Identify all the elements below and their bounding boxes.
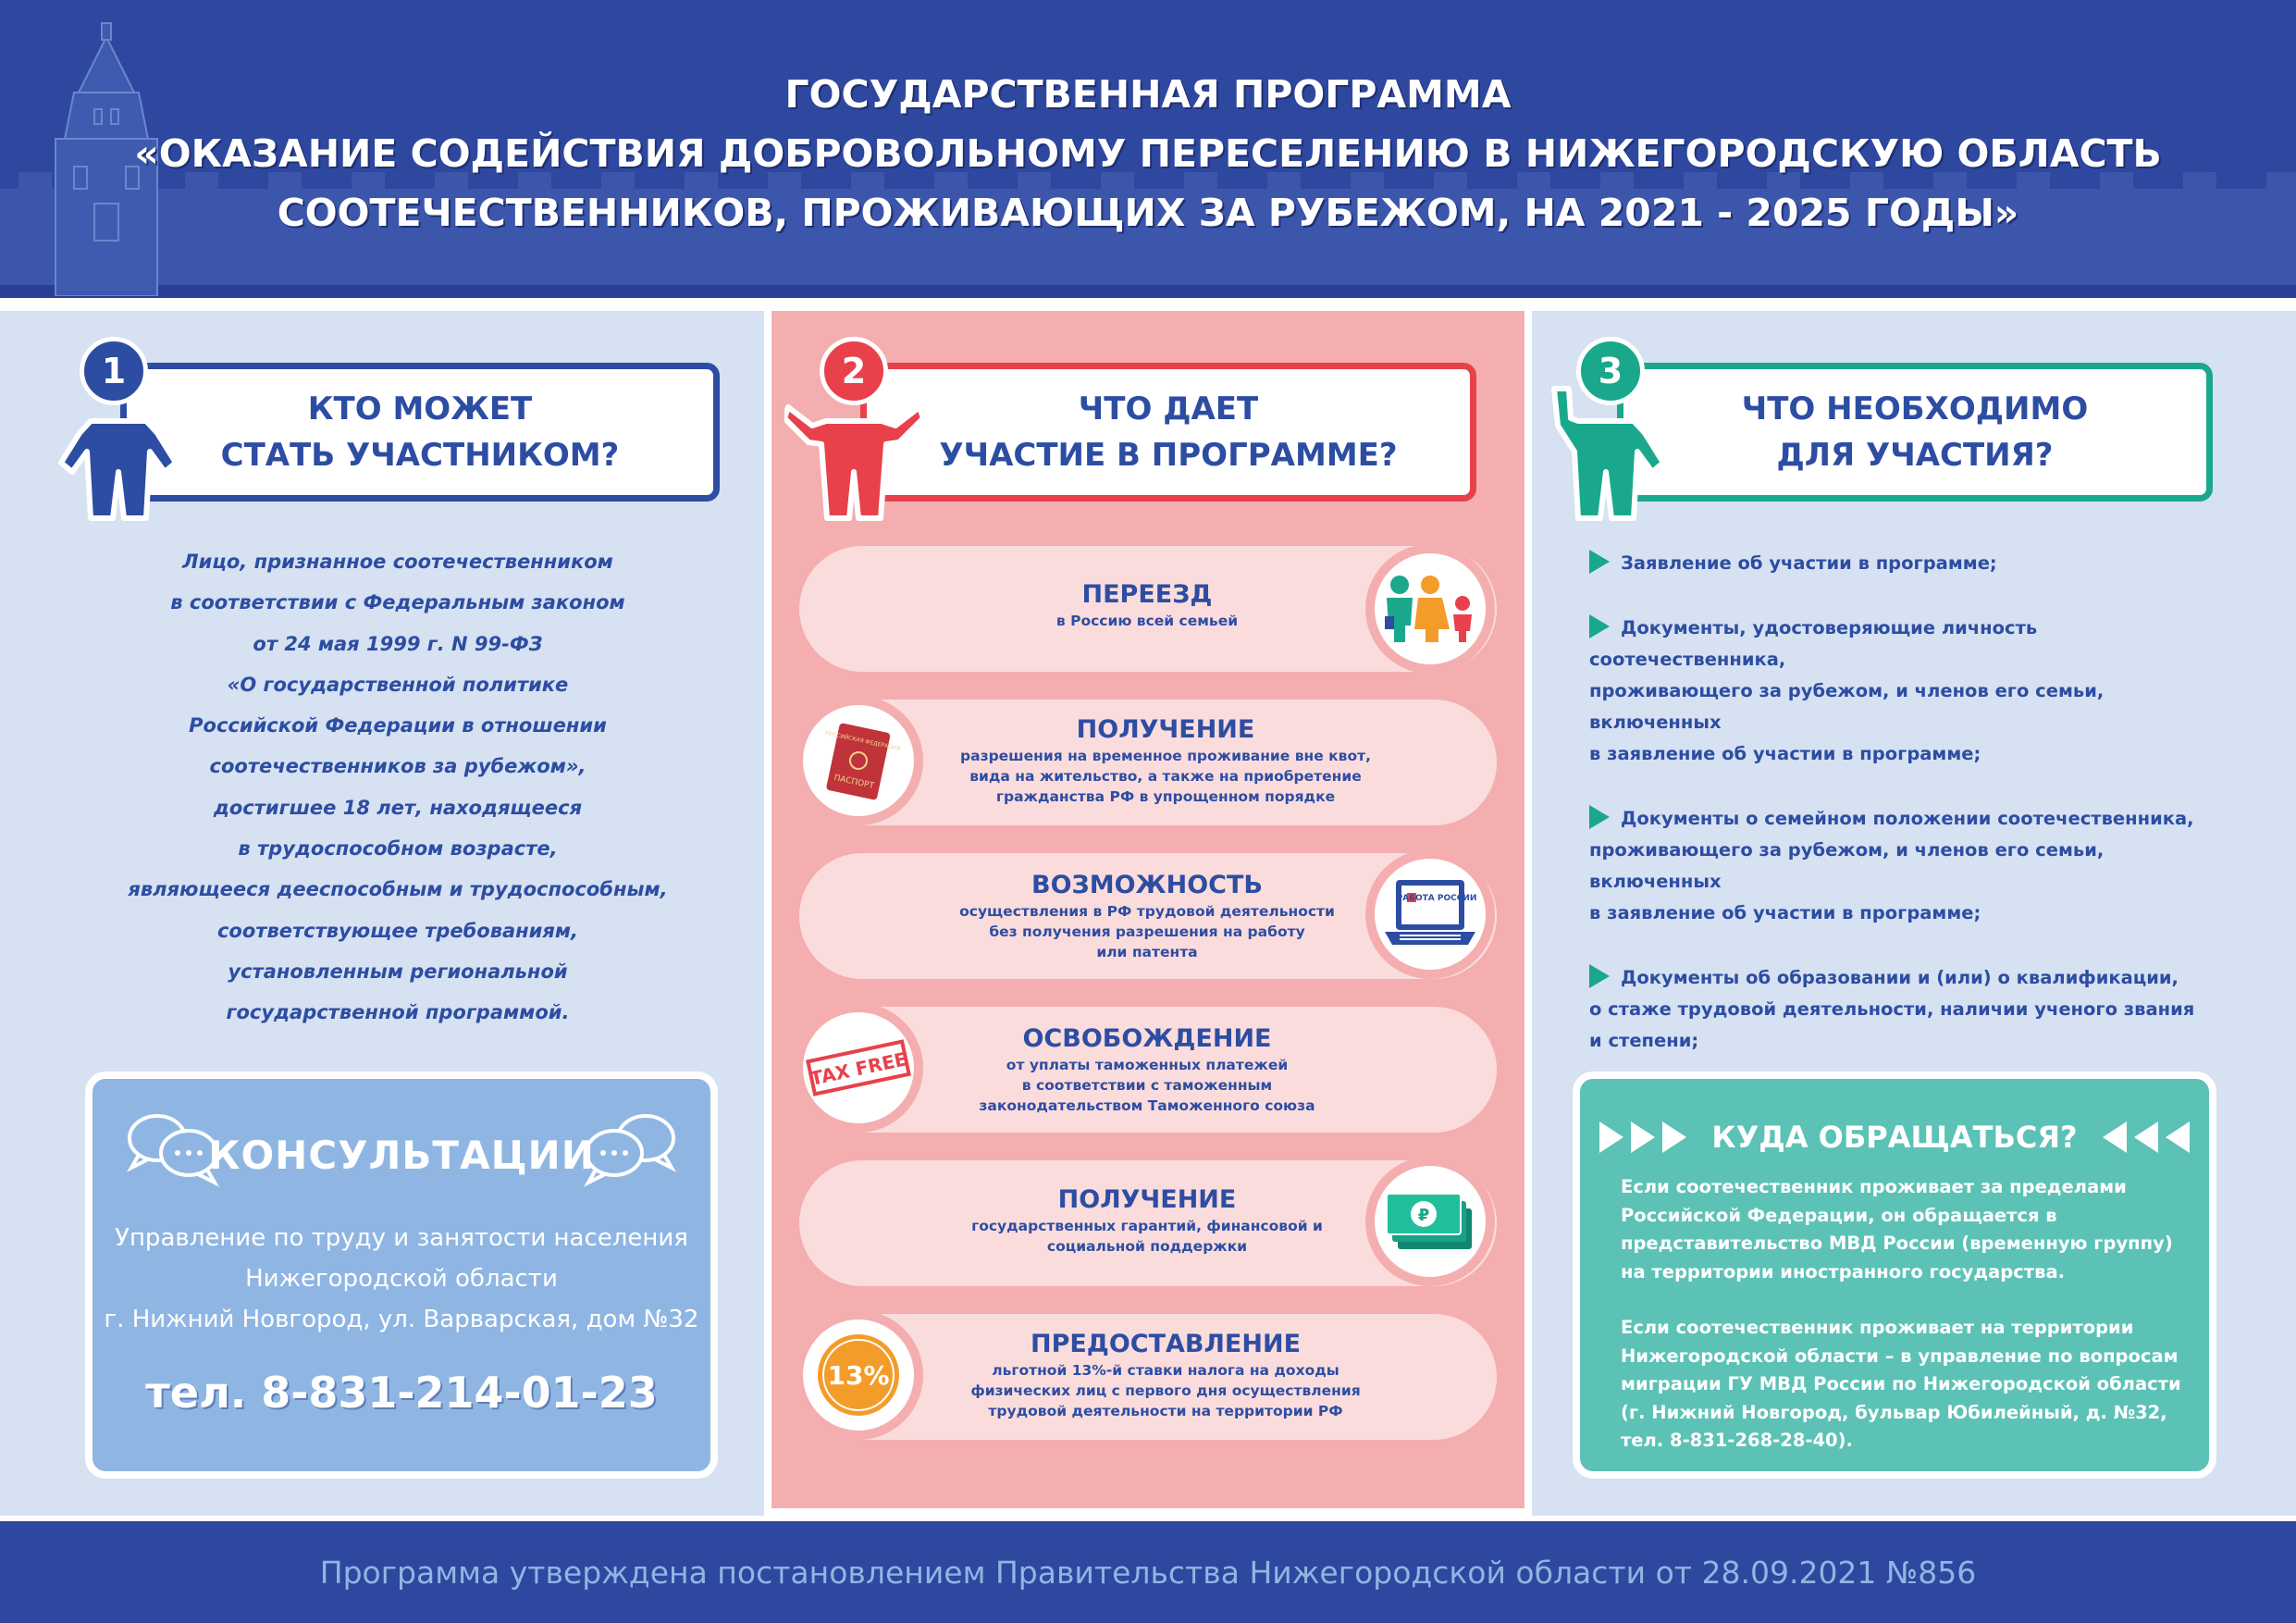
benefit-head: ПОЛУЧЕНИЕ <box>1057 1185 1237 1214</box>
question-card-2 <box>860 363 1476 502</box>
ruble-sign-label: ₽ <box>1417 1206 1430 1225</box>
question-card-3 <box>1617 363 2213 502</box>
benefit-sub: вида на жительство, а также на приобретение <box>969 768 1362 785</box>
family-icon <box>1365 544 1495 674</box>
arrow-right-icon <box>1599 1118 1686 1153</box>
laptop-icon <box>1365 849 1495 979</box>
where-to-apply-box <box>1573 1072 2216 1479</box>
where-line: Нижегородской области – в управление по вопросам <box>1621 1344 2179 1367</box>
benefit-sub: физических лиц с первого дня осуществления <box>970 1382 1361 1399</box>
list-item <box>1589 803 2218 929</box>
benefit-head: ОСВОБОЖДЕНИЕ <box>1022 1024 1272 1053</box>
bullet-triangle-icon <box>1589 614 1610 638</box>
passport-top-label: РОССИЙСКАЯ ФЕДЕРАЦИЯ <box>824 729 901 753</box>
number-badge-1: 1 <box>80 337 148 405</box>
where-line: миграции ГУ МВД России по Нижегородской области <box>1621 1373 2181 1394</box>
arrow-left-icon <box>2103 1118 2190 1153</box>
where-line: Если соотечественник проживает на территории <box>1621 1317 2134 1338</box>
tax-free-stamp-icon <box>794 1003 923 1133</box>
header-banner <box>0 0 2296 298</box>
laptop-screen-label: РАБОТА РОССИИ <box>1396 894 1477 903</box>
where-line: (г. Нижний Новгород, бульвар Юбилейный, д. №32, <box>1621 1401 2167 1423</box>
list-item <box>1589 962 2218 1057</box>
list-line: в заявление об участии в программе; <box>1589 743 1981 764</box>
benefit-sub: законодательством Таможенного союза <box>979 1097 1315 1114</box>
passport-label: ПАСПОРТ <box>833 774 875 791</box>
consult-line: г. Нижний Новгород, ул. Варварская, дом №32 <box>104 1306 699 1333</box>
benefit-text <box>925 714 1406 807</box>
desc-line: соответствующее требованиям, <box>216 919 579 942</box>
list-line: проживающего за рубежом, и членов его семьи, включенных <box>1589 839 2105 892</box>
question-1-line-2: СТАТЬ УЧАСТНИКОМ? <box>220 437 620 474</box>
desc-line: установленным региональной <box>228 960 568 983</box>
benefit-sub: осуществления в РФ трудовой деятельности <box>959 903 1335 920</box>
desc-line: «О государственной политике <box>227 673 569 696</box>
benefit-head: ПЕРЕЕЗД <box>1081 580 1213 609</box>
benefit-sub: или патента <box>1096 944 1198 960</box>
list-line: и степени; <box>1589 1030 1699 1051</box>
benefit-text <box>925 1184 1369 1257</box>
benefit-text <box>925 870 1369 962</box>
program-title <box>0 65 2296 242</box>
where-line: Если соотечественник проживает за пределами <box>1621 1176 2127 1197</box>
consult-line: Управление по труду и занятости населения <box>115 1224 688 1252</box>
ruble-banknotes-icon <box>1365 1157 1495 1286</box>
requirements-list <box>1589 548 2218 1121</box>
passport-icon <box>794 696 923 825</box>
list-line: Документы, удостоверяющие личность соотечественника, <box>1589 617 2038 670</box>
list-line: о стаже трудовой деятельности, наличии ученого звания <box>1589 998 2195 1020</box>
benefit-sub: разрешения на временное проживание вне квот, <box>960 748 1371 764</box>
title-line-2: «ОКАЗАНИЕ СОДЕЙСТВИЯ ДОБРОВОЛЬНОМУ ПЕРЕСЕЛЕНИЮ В НИЖЕГОРОДСКУЮ ОБЛАСТЬ <box>134 131 2162 176</box>
desc-line: государственной программой. <box>226 1001 570 1024</box>
where-line: тел. 8-831-268-28-40). <box>1621 1430 1853 1451</box>
benefit-head: ПРЕДОСТАВЛЕНИЕ <box>1030 1330 1302 1358</box>
consult-address <box>93 1218 710 1340</box>
benefit-sub: от уплаты таможенных платежей <box>1006 1057 1289 1073</box>
list-line: Документы о семейном положении соотечественника, <box>1621 808 2194 829</box>
where-line: представительство МВД России (временную группу) <box>1621 1233 2173 1254</box>
where-title: КУДА ОБРАЩАТЬСЯ? <box>1711 1120 2078 1155</box>
percent-label: 13% <box>827 1360 890 1391</box>
benefit-sub: социальной поддержки <box>1046 1238 1248 1255</box>
footer <box>0 1516 2296 1623</box>
desc-line: достигшее 18 лет, находящееся <box>213 796 583 819</box>
benefit-sub: в соответствии с таможенным <box>1021 1077 1273 1094</box>
desc-line: являющееся дееспособным и трудоспособным, <box>128 878 668 901</box>
question-3-line-1: ЧТО НЕОБХОДИМО <box>1741 390 2089 427</box>
benefit-sub: гражданства РФ в упрощенном порядке <box>995 788 1336 805</box>
desc-line: соотечественников за рубежом», <box>209 755 586 778</box>
consult-line: Нижегородской области <box>245 1265 558 1293</box>
question-3-line-2: ДЛЯ УЧАСТИЯ? <box>1776 437 2054 474</box>
participant-description <box>102 541 694 1034</box>
desc-line: Лицо, признанное соотечественником <box>182 551 613 573</box>
benefit-sub: трудовой деятельности на территории РФ <box>988 1403 1343 1419</box>
number-badge-3: 3 <box>1576 337 1645 405</box>
benefit-text <box>925 579 1369 631</box>
where-text <box>1621 1173 2185 1456</box>
list-line: проживающего за рубежом, и членов его семьи, включенных <box>1589 680 2105 733</box>
list-line: в заявление об участии в программе; <box>1589 902 1981 923</box>
desc-line: Российской Федерации в отношении <box>189 714 607 737</box>
consultation-box <box>85 1072 718 1479</box>
title-line-1: ГОСУДАРСТВЕННАЯ ПРОГРАММА <box>784 72 1512 117</box>
desc-line: от 24 мая 1999 г. N 99-ФЗ <box>253 632 543 655</box>
bullet-triangle-icon <box>1589 805 1610 829</box>
percent-badge-icon <box>794 1310 923 1440</box>
question-2-line-1: ЧТО ДАЕТ <box>1078 390 1259 427</box>
benefit-head: ВОЗМОЖНОСТЬ <box>1031 871 1263 899</box>
benefit-text <box>925 1023 1369 1116</box>
bullet-triangle-icon <box>1589 550 1610 574</box>
bullet-triangle-icon <box>1589 964 1610 988</box>
benefit-sub: государственных гарантий, финансовой и <box>971 1218 1323 1234</box>
header-separator <box>0 298 2296 311</box>
consult-title: КОНСУЛЬТАЦИИ <box>208 1133 595 1178</box>
benefit-sub: льготной 13%-й ставки налога на доходы <box>992 1362 1339 1379</box>
number-badge-2: 2 <box>820 337 888 405</box>
desc-line: в соответствии с Федеральным законом <box>170 591 625 614</box>
benefit-head: ПОЛУЧЕНИЕ <box>1076 715 1255 744</box>
desc-line: в трудоспособном возрасте, <box>238 837 558 861</box>
tax-free-label: TAX FREE <box>808 1047 909 1090</box>
list-line: Заявление об участии в программе; <box>1621 552 1997 574</box>
question-card-1 <box>120 363 720 502</box>
benefit-sub: в Россию всей семьей <box>1055 613 1239 629</box>
list-line: Документы об образовании и (или) о квалификации, <box>1621 967 2179 988</box>
title-line-3: СООТЕЧЕСТВЕННИКОВ, ПРОЖИВАЮЩИХ ЗА РУБЕЖОМ, НА 2021 - 2025 ГОДЫ» <box>277 191 2019 235</box>
where-line: на территории иностранного государства. <box>1621 1260 2066 1282</box>
where-line: Российской Федерации, он обращается в <box>1621 1204 2057 1226</box>
question-2-line-2: УЧАСТИЕ В ПРОГРАММЕ? <box>939 437 1398 474</box>
list-item <box>1589 548 2218 579</box>
where-title-row <box>1580 1118 2209 1155</box>
benefit-sub: без получения разрешения на работу <box>989 923 1305 940</box>
list-item <box>1589 613 2218 770</box>
footer-text: Программа утверждена постановлением Правительства Нижегородской области от 28.09.2021 №856 <box>319 1554 1977 1591</box>
benefit-text <box>925 1329 1406 1421</box>
consult-phone[interactable]: тел. 8-831-214-01-23 <box>145 1368 658 1418</box>
question-1-line-1: КТО МОЖЕТ <box>307 390 533 427</box>
